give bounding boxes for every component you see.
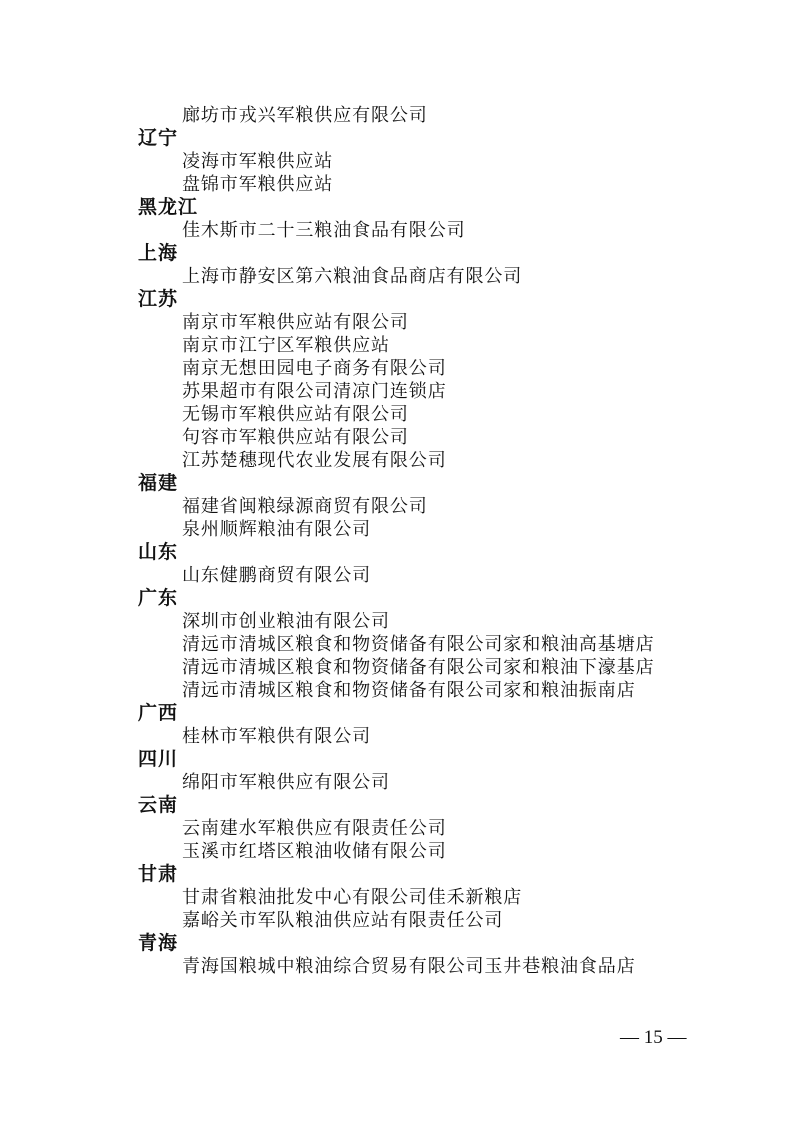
company-entry: 清远市清城区粮食和物资储备有限公司家和粮油振南店 (182, 680, 636, 701)
company-entry: 江苏楚穗现代农业发展有限公司 (182, 450, 447, 471)
company-list (0, 104, 800, 978)
company-entry: 佳木斯市二十三粮油食品有限公司 (182, 220, 466, 241)
company-entry: 无锡市军粮供应站有限公司 (182, 404, 409, 425)
province-heading: 青海 (138, 932, 179, 954)
company-entry: 句容市军粮供应站有限公司 (182, 427, 409, 448)
province-heading: 甘肃 (138, 863, 179, 885)
company-entry: 山东健鹏商贸有限公司 (182, 565, 371, 586)
province-heading: 山东 (138, 541, 179, 563)
province-heading: 辽宁 (138, 127, 179, 149)
company-entry: 桂林市军粮供有限公司 (182, 726, 371, 747)
province-heading: 云南 (138, 794, 179, 816)
company-entry: 凌海市军粮供应站 (182, 151, 334, 172)
province-heading: 黑龙江 (138, 196, 199, 218)
company-entry: 嘉峪关市军队粮油供应站有限责任公司 (182, 910, 504, 931)
company-entry: 南京市军粮供应站有限公司 (182, 312, 409, 333)
company-entry: 深圳市创业粮油有限公司 (182, 611, 390, 632)
company-entry: 清远市清城区粮食和物资储备有限公司家和粮油高基塘店 (182, 634, 655, 655)
document-body (0, 104, 800, 978)
company-entry: 上海市静安区第六粮油食品商店有限公司 (182, 266, 523, 287)
province-heading: 上海 (138, 242, 179, 264)
company-entry: 玉溪市红塔区粮油收储有限公司 (182, 841, 447, 862)
province-heading: 广西 (138, 702, 179, 724)
company-entry: 廊坊市戎兴军粮供应有限公司 (182, 105, 428, 126)
page-number: — 15 — (620, 1027, 687, 1048)
province-heading: 福建 (138, 472, 179, 494)
company-entry: 甘肃省粮油批发中心有限公司佳禾新粮店 (182, 887, 523, 908)
company-entry: 绵阳市军粮供应有限公司 (182, 772, 390, 793)
company-entry: 福建省闽粮绿源商贸有限公司 (182, 496, 428, 517)
company-entry: 清远市清城区粮食和物资储备有限公司家和粮油下濠基店 (182, 657, 655, 678)
company-entry: 云南建水军粮供应有限责任公司 (182, 818, 447, 839)
province-heading: 广东 (138, 587, 179, 609)
company-entry: 泉州顺辉粮油有限公司 (182, 519, 371, 540)
company-entry: 盘锦市军粮供应站 (182, 174, 334, 195)
company-entry: 南京市江宁区军粮供应站 (182, 335, 390, 356)
company-entry: 青海国粮城中粮油综合贸易有限公司玉井巷粮油食品店 (182, 956, 636, 977)
company-entry: 南京无想田园电子商务有限公司 (182, 358, 447, 379)
province-heading: 四川 (138, 748, 179, 770)
province-heading: 江苏 (138, 288, 179, 310)
company-entry: 苏果超市有限公司清凉门连锁店 (182, 381, 447, 402)
